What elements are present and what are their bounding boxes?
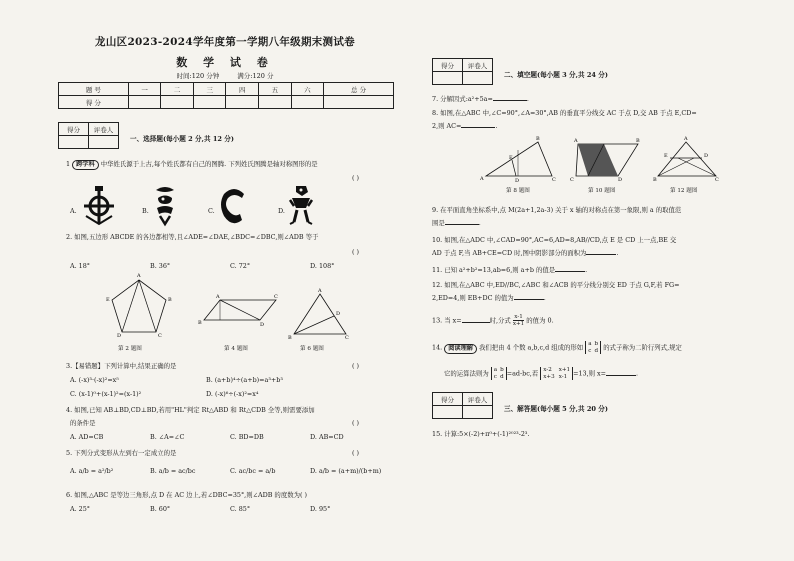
question-9-line2: 围是 . xyxy=(432,219,481,227)
svg-text:B: B xyxy=(198,320,202,326)
svg-text:C: C xyxy=(345,335,349,341)
grader-reviewer-label: 评卷人 xyxy=(463,393,493,406)
score-cell[interactable] xyxy=(259,96,292,109)
answer-blank[interactable] xyxy=(462,317,490,323)
option-a: A. (-x)³·(-x)²=x⁵ xyxy=(70,376,119,384)
option-d: D. xyxy=(278,207,285,215)
determinant-x xyxy=(540,367,573,380)
option-c: C. xyxy=(208,207,215,215)
question-1: 1 跨学科 中华姓氏源于上古,每个姓氏都有自己的图腾. 下列姓氏图腾是轴对称图形的是 xyxy=(66,160,318,170)
svg-text:C: C xyxy=(715,177,719,183)
score-table-header-row xyxy=(59,83,394,96)
svg-text:C: C xyxy=(158,333,162,339)
question-13 xyxy=(432,314,554,327)
svg-text:E: E xyxy=(106,297,110,303)
svg-text:D: D xyxy=(260,322,265,328)
totem-b-icon xyxy=(152,184,178,226)
score-cell: 一 xyxy=(128,83,161,96)
tag-reading: 阅读理解 xyxy=(444,344,477,354)
svg-text:A: A xyxy=(318,288,322,294)
section-1-heading: 一、选择题(每小题 2 分,共 12 分) xyxy=(130,135,235,143)
grader-reviewer-cell[interactable] xyxy=(463,406,493,419)
score-cell: 三 xyxy=(193,83,226,96)
score-cell: 得 分 xyxy=(59,96,129,109)
det-cell: x-2 xyxy=(543,367,552,373)
exam-full-score: 满分:120 分 xyxy=(237,72,274,80)
question-3-text: 下列计算中,结果正确的是 xyxy=(104,362,177,370)
figure-q12-triangle xyxy=(653,136,719,183)
score-cell[interactable] xyxy=(161,96,194,109)
svg-text:D: D xyxy=(704,153,709,159)
question-14-rule-b: =ad-bc,若 xyxy=(506,369,539,378)
question-14-rule-c: =13,则 x= xyxy=(573,369,606,378)
option-b: B. (a+b)⁴÷(a+b)=a³+b³ xyxy=(206,376,283,384)
det-cell: b xyxy=(594,341,599,347)
figure-q4-parallelogram xyxy=(198,294,278,328)
svg-text:C: C xyxy=(570,177,574,183)
answer-blank[interactable] xyxy=(514,294,544,300)
option-a: A. AD=CB xyxy=(70,433,104,441)
grader-score-label: 得分 xyxy=(59,123,89,136)
question-4-options xyxy=(70,433,390,441)
question-10-line2: AD 于点 F,当 AB+CE=CD 时,图中阴影部分的面积为 . xyxy=(432,249,619,257)
option-d: D. (-x)⁶÷(-x)²=x⁴ xyxy=(206,390,259,398)
answer-blank[interactable] xyxy=(461,122,495,128)
question-12-line2: 2,ED=4,则 EB+DC 的值为 . xyxy=(432,294,546,302)
svg-text:A: A xyxy=(480,176,484,182)
score-cell: 五 xyxy=(259,83,292,96)
option-a: A. a/b = a²/b² xyxy=(70,467,114,475)
option-d: D. 108° xyxy=(310,262,335,270)
score-cell: 总 分 xyxy=(324,83,394,96)
det-cell: x+1 xyxy=(558,367,571,373)
det-cell: d xyxy=(500,373,504,380)
option-c: C. 85° xyxy=(230,505,251,513)
grader-reviewer-label: 评卷人 xyxy=(89,123,119,136)
grader-box xyxy=(432,58,493,85)
svg-text:D: D xyxy=(117,333,122,339)
score-cell[interactable] xyxy=(291,96,324,109)
question-10-text-2: AD 于点 F,当 AB+CE=CD 时,图中阴影部分的面积为 xyxy=(432,249,587,257)
answer-paren: ( ) xyxy=(352,174,360,182)
option-b: B. xyxy=(142,207,149,215)
question-12-text-2: 2,ED=4,则 EB+DC 的值为 xyxy=(432,294,514,302)
option-b: B. ∠A=∠C xyxy=(150,433,185,441)
det-cell: x-1 xyxy=(558,373,568,380)
question-14-text: 我们把由 4 个数 a,b,c,d 组成的形如 xyxy=(479,343,584,352)
answer-blank[interactable] xyxy=(586,249,616,255)
question-3: 3.【易错题】下列计算中,结果正确的是 xyxy=(66,362,177,370)
grader-reviewer-label: 评卷人 xyxy=(463,59,493,72)
question-14-rule: 它的运算法则为 xyxy=(444,369,489,378)
fraction-numerator: x-1 xyxy=(514,314,523,320)
question-7: 7. 分解因式:a²+5a= . xyxy=(432,95,529,103)
totem-c-icon xyxy=(218,186,248,226)
question-4-text-2: 的条件是 xyxy=(70,419,96,427)
exam-subtitle: 数 学 试 卷 xyxy=(176,56,274,69)
answer-blank[interactable] xyxy=(493,95,527,101)
figure-caption: 第 8 题图 xyxy=(506,188,530,194)
grader-reviewer-cell[interactable] xyxy=(89,136,119,149)
exam-meta xyxy=(56,71,394,80)
det-cell: c xyxy=(493,373,497,380)
question-6-options xyxy=(70,505,390,513)
option-b: B. a/b = ac/bc xyxy=(150,467,196,475)
det-cell: b xyxy=(500,367,504,373)
question-8-text: 8. 如图,在△ABC 中,∠C=90°,∠A=30°,AB 的垂直平分线交 AC 于点 D,交 AB 于点 E,CD= xyxy=(432,109,697,117)
answer-blank[interactable] xyxy=(555,266,585,272)
option-c: C. BD=DB xyxy=(230,433,264,441)
figure-q10-shaded xyxy=(570,138,640,183)
score-cell[interactable] xyxy=(128,96,161,109)
left-column xyxy=(56,0,394,561)
question-2-options xyxy=(70,262,390,270)
question-9-text: 9. 在平面直角坐标系中,点 M(2a+1,2a-3) 关于 x 轴的对称点在第一象限,则 a 的取值范 xyxy=(432,206,682,214)
question-6-text: 6. 如图,△ABC 是等边三角形,点 D 在 AC 边上,若∠DBC=35°,则∠ADB 的度数为( ) xyxy=(66,491,308,499)
grader-box xyxy=(432,392,493,419)
fraction xyxy=(513,314,524,327)
determinant-abcd xyxy=(491,367,507,380)
exam-title: 龙山区2023-2024学年度第一学期八年级期末测试卷 xyxy=(95,36,355,48)
totem-d-icon xyxy=(288,184,314,226)
section-2-heading: 二、填空题(每小题 3 分,共 24 分) xyxy=(504,71,609,79)
figure-caption: 第 2 题图 xyxy=(118,346,142,352)
grader-score-label: 得分 xyxy=(433,59,463,72)
svg-text:B: B xyxy=(536,136,540,142)
totem-a-icon xyxy=(82,186,116,226)
option-a: A. 18° xyxy=(70,262,91,270)
figure-caption: 第 10 题图 xyxy=(588,188,616,194)
svg-text:D: D xyxy=(618,177,623,183)
svg-text:D: D xyxy=(336,311,341,317)
svg-text:B: B xyxy=(288,335,292,341)
right-column xyxy=(424,0,766,561)
grader-score-label: 得分 xyxy=(433,393,463,406)
question-15-text: 15. 计算:5×(-2)+π⁰+(-1)²⁰²³-2³. xyxy=(432,430,530,438)
score-cell[interactable] xyxy=(193,96,226,109)
score-table xyxy=(58,82,394,109)
determinant-general xyxy=(585,341,601,354)
option-a: A. xyxy=(70,207,77,215)
svg-text:B: B xyxy=(636,138,640,144)
question-11-text: 11. 已知 a²+b²=13,ab=6,则 a+b 的值是 xyxy=(432,266,556,274)
option-d: D. a/b = (a+m)/(b+m) xyxy=(310,467,382,475)
question-13-pre: 13. 当 x= xyxy=(432,316,462,325)
question-14-text-b: 的式子称为二阶行列式,规定 xyxy=(603,343,682,352)
answer-paren: ( ) xyxy=(352,449,360,457)
option-c: C. ac/bc = a/b xyxy=(230,467,276,475)
det-cell: c xyxy=(588,347,592,354)
question-2-text: 2. 如图,五边形 ABCDE 的各边都相等,且∠ADE=∠DAE,∠BDC=∠DBC,则∠ADB 等于 xyxy=(66,233,319,241)
question-4-text: 4. 如图,已知 AB⊥BD,CD⊥BD,若用"HL"判定 Rt△ABD 和 Rt△CDB 全等,则需要添加 xyxy=(66,406,315,414)
option-d: D. 95° xyxy=(310,505,331,513)
figure-caption: 第 4 题图 xyxy=(224,346,248,352)
question-11: 11. 已知 a²+b²=13,ab=6,则 a+b 的值是 . xyxy=(432,266,588,274)
question-10-text: 10. 如图,在△ADC 中,∠CAD=90°,AC=6,AD=8,AB//CD,点 E 是 CD 上一点,BE 交 xyxy=(432,236,677,244)
option-b: B. 36° xyxy=(150,262,171,270)
svg-text:E: E xyxy=(664,153,668,159)
svg-text:C: C xyxy=(552,177,556,183)
svg-text:C: C xyxy=(274,294,278,300)
score-table-score-row xyxy=(59,96,394,109)
question-13-post: 的值为 0. xyxy=(526,316,554,325)
answer-paren: ( ) xyxy=(352,362,360,370)
question-1-text: 中华姓氏源于上古,每个姓氏都有自己的图腾. 下列姓氏图腾是轴对称图形的是 xyxy=(100,160,318,168)
score-cell: 四 xyxy=(226,83,259,96)
grader-score-cell[interactable] xyxy=(59,136,89,149)
svg-text:A: A xyxy=(137,273,141,279)
score-cell: 题 号 xyxy=(59,83,129,96)
det-cell: a xyxy=(588,341,592,347)
tag-error-prone: 易错题 xyxy=(78,362,98,370)
option-c: C. 72° xyxy=(230,262,251,270)
svg-text:B: B xyxy=(653,177,657,183)
answer-blank[interactable] xyxy=(445,219,479,225)
question-7-text: 7. 分解因式:a²+5a= xyxy=(432,95,493,103)
question-14: 14. 阅读理解 我们把由 4 个数 a,b,c,d 组成的形如 a b c d 的式子称为二阶行列式,规定 xyxy=(432,341,682,354)
svg-text:A: A xyxy=(574,138,578,144)
score-cell: 二 xyxy=(161,83,194,96)
answer-paren: ( ) xyxy=(352,248,360,256)
svg-text:D: D xyxy=(515,178,520,184)
answer-blank[interactable] xyxy=(606,370,636,376)
det-cell: d xyxy=(594,347,599,354)
question-9-text-2: 围是 xyxy=(432,219,445,227)
svg-text:A: A xyxy=(684,136,688,142)
score-cell[interactable] xyxy=(226,96,259,109)
question-12-text: 12. 如图,在△ABC 中,ED//BC,∠ABC 和∠ACB 的平分线分别交 ED 于点 G,F,若 FG= xyxy=(432,281,680,289)
grader-score-cell[interactable] xyxy=(433,406,463,419)
svg-text:E: E xyxy=(509,155,513,161)
svg-text:A: A xyxy=(216,294,220,300)
section-3-heading: 三、解答题(每小题 5 分,共 20 分) xyxy=(504,405,609,413)
det-cell: a xyxy=(493,367,498,373)
option-a: A. 25° xyxy=(70,505,91,513)
question-5-options xyxy=(70,467,390,475)
option-c: C. (x-1)⁰+(x-1)²=(x-1)² xyxy=(70,390,142,398)
option-d: D. AB=CD xyxy=(310,433,344,441)
fraction-denominator: x+1 xyxy=(512,321,525,328)
answer-paren: ( ) xyxy=(352,419,360,427)
svg-text:B: B xyxy=(168,297,172,303)
figure-q8-triangle xyxy=(480,136,556,184)
det-cell: x+3 xyxy=(543,373,555,380)
exam-time: 时间:120 分钟 xyxy=(176,72,220,80)
tag-cross-discipline: 跨学科 xyxy=(72,160,99,170)
figure-caption: 第 12 题图 xyxy=(670,188,698,194)
grader-reviewer-cell[interactable] xyxy=(463,72,493,85)
score-cell[interactable] xyxy=(324,96,394,109)
question-8-line2: 2,则 AC= . xyxy=(432,122,498,130)
question-13-mid: 时,分式 xyxy=(489,316,511,325)
figure-q2-pentagon xyxy=(106,273,172,339)
question-5-text: 5. 下列分式变形从左到右一定成立的是 xyxy=(66,449,177,457)
figure-q6-triangle xyxy=(288,288,349,341)
option-b: B. 60° xyxy=(150,505,171,513)
question-14-line2: 它的运算法则为 a b c d =ad-bc,若 x-2 x+1 x+3 x-1 =13,则 x= . xyxy=(444,367,639,380)
grader-score-cell[interactable] xyxy=(433,72,463,85)
grader-box xyxy=(58,122,119,149)
score-cell: 六 xyxy=(291,83,324,96)
figure-caption: 第 6 题图 xyxy=(300,346,324,352)
question-8-text-2: 2,则 AC= xyxy=(432,122,462,130)
